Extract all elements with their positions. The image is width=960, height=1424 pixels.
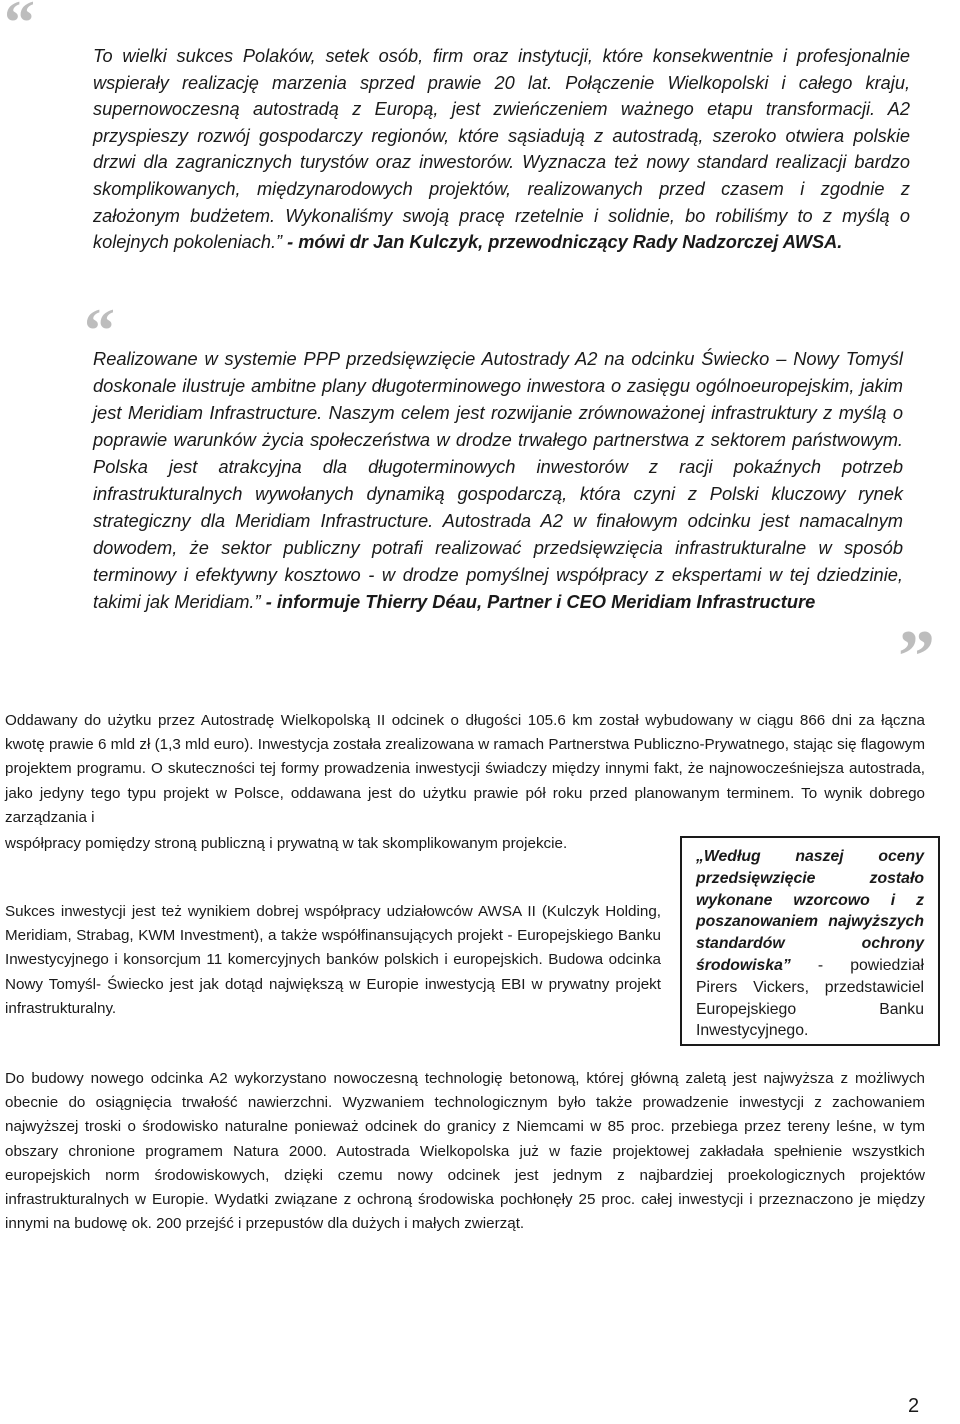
quote-deau-attribution: - informuje Thierry Déau, Partner i CEO Meridiam Infrastructure xyxy=(260,591,816,612)
open-quote-mark-2: “ xyxy=(84,297,115,365)
paragraph-section-length-cont: współpracy pomiędzy stroną publiczną i prywatną w tak skomplikowanym projekcie. xyxy=(5,835,568,852)
paragraph-technology: Do budowy nowego odcinka A2 wykorzystano nowoczesną technologię betonową, której główną zaletą jest najwyższa z możliwych obecnie do osiągnięcia trwałość nawierzchni. Wyzwaniem technologicznym było także prowadzenie inwestycji z zachowaniem najwyższej troski o środowisko naturalne ponieważ odcinek do granicy z Niemcami w 85 proc. przebiega przez tereny leśne, w tym obszary chronione programem Natura 2000. Autostrada Wielkopolska już w fazie projektowej zakładała spełnienie wszystkich europejskich norm środowiskowych, dzięki czemu nowy odcinek jest jednym z najbardziej proekologicznych projektów infrastrukturalnych w Europie. Wydatki związane z ochroną środowiska pochłonęły 25 proc. całej inwestycji i przeznaczono je między innymi na budowę ok. 200 przejść i przepustów dla dużych i małych zwierząt. xyxy=(5,1070,925,1233)
ebi-quote-attribution: - powiedział Pirers Vickers, przedstawiciel Europejskiego Banku Inwestycyjnego. xyxy=(696,956,924,1040)
quote-deau-body: Realizowane w systemie PPP przedsięwzięcie Autostrady A2 na odcinku Świecko – Nowy Tomyśl doskonale ilustruje ambitne plany długoterminowego inwestora o zasięgu ogólnoeuropejskim, jakim jest Meridiam Infrastructure. Naszym celem jest rozwijanie zrównoważonej infrastruktury z myślą o poprawie warunków życia społeczeństwa w drodze trwałego partnerstwa z sektorem państwowym. Polska jest atrakcyjna dla długoterminowych inwestorów z racji pokaźnych potrzeb infrastrukturalnych wywołanych dynamiką gospodarczą, która czyni z Polski kluczowy rynek strategiczny dla Meridiam Infrastructure. Autostrada A2 w finałowym odcinku jest namacalnym dowodem, że sektor publiczny potrafi realizować przedsięwzięcia infrastrukturalne w sposób terminowy i efektywny kosztowo - w drodze pomyślnej współpracy z ekspertami w tej dziedzinie, takimi jak Meridiam.” xyxy=(93,348,903,612)
quote-kulczyk-body: To wielki sukces Polaków, setek osób, firm oraz instytucji, które konsekwentnie i profesjonalnie wspierały realizację marzenia sprzed prawie 20 lat. Połączenie Wielkopolski i całego kraju, supernowoczesną autostradą z Europą, jest zwieńczeniem ważnego etapu transformacji. A2 przyspieszy rozwój gospodarczy regionów, które sąsiadują z autostradą, szeroko otwiera polskie drzwi dla zagranicznych turystów oraz inwestorów. Wyznacza też nowy standard realizacji bardzo skomplikowanych, międzynarodowych projektów, realizowanych przed czasem i zgodnie z założonym budżetem. Wykonaliśmy swoją pracę rzetelnie i solidnie, bo robiliśmy to z myślą o kolejnych pokoleniach.” xyxy=(93,46,910,253)
close-quote-mark: ” xyxy=(898,616,935,698)
quote-kulczyk-attribution: - mówi dr Jan Kulczyk, przewodniczący Rady Nadzorczej AWSA. xyxy=(282,232,843,253)
ebi-quote-text: „Według naszej oceny przedsięwzięcie zostało wykonane wzorcowo i z poszanowaniem najwyższych standardów ochrony środowiska” xyxy=(696,848,924,974)
paragraph-section-length: Oddawany do użytku przez Autostradę Wielkopolską II odcinek o długości 105.6 km został wybudowany w ciągu 866 dni za łączna kwotę prawie 6 mld zł (1,3 mld euro). Inwestycja została zrealizowana w ramach Partnerstwa Publiczno-Prywatnego, stając się flagowym projektem programu. O skuteczności tej formy prowadzenia inwestycji świadczy między innymi fakt, że najnowocześniejsza autostrada, jako jedyny tego typu projekt w Polsce, oddawana jest do użytku prawie pół roku przed planowanym terminem. To wynik dobrego zarządzania i xyxy=(5,712,925,826)
quote-kulczyk xyxy=(93,43,910,256)
quote-deau xyxy=(93,345,903,615)
open-quote-mark-1: “ xyxy=(4,0,35,57)
page-number: 2 xyxy=(908,1395,920,1417)
ebi-quote-box xyxy=(680,836,940,1046)
paragraph-shareholders: Sukces inwestycji jest też wynikiem dobrej współpracy udziałowców AWSA II (Kulczyk Holding, Meridiam, Strabag, KWM Investment), a także współfinansujących projekt - Europejskiego Banku Inwestycyjnego i konsorcjum 11 komercyjnych banków polskich i europejskich. Budowa odcinka Nowy Tomyśl- Świecko jest jak dotąd największą w Europie inwestycją EBI w prywatny projekt infrastrukturalny. xyxy=(5,903,661,1017)
